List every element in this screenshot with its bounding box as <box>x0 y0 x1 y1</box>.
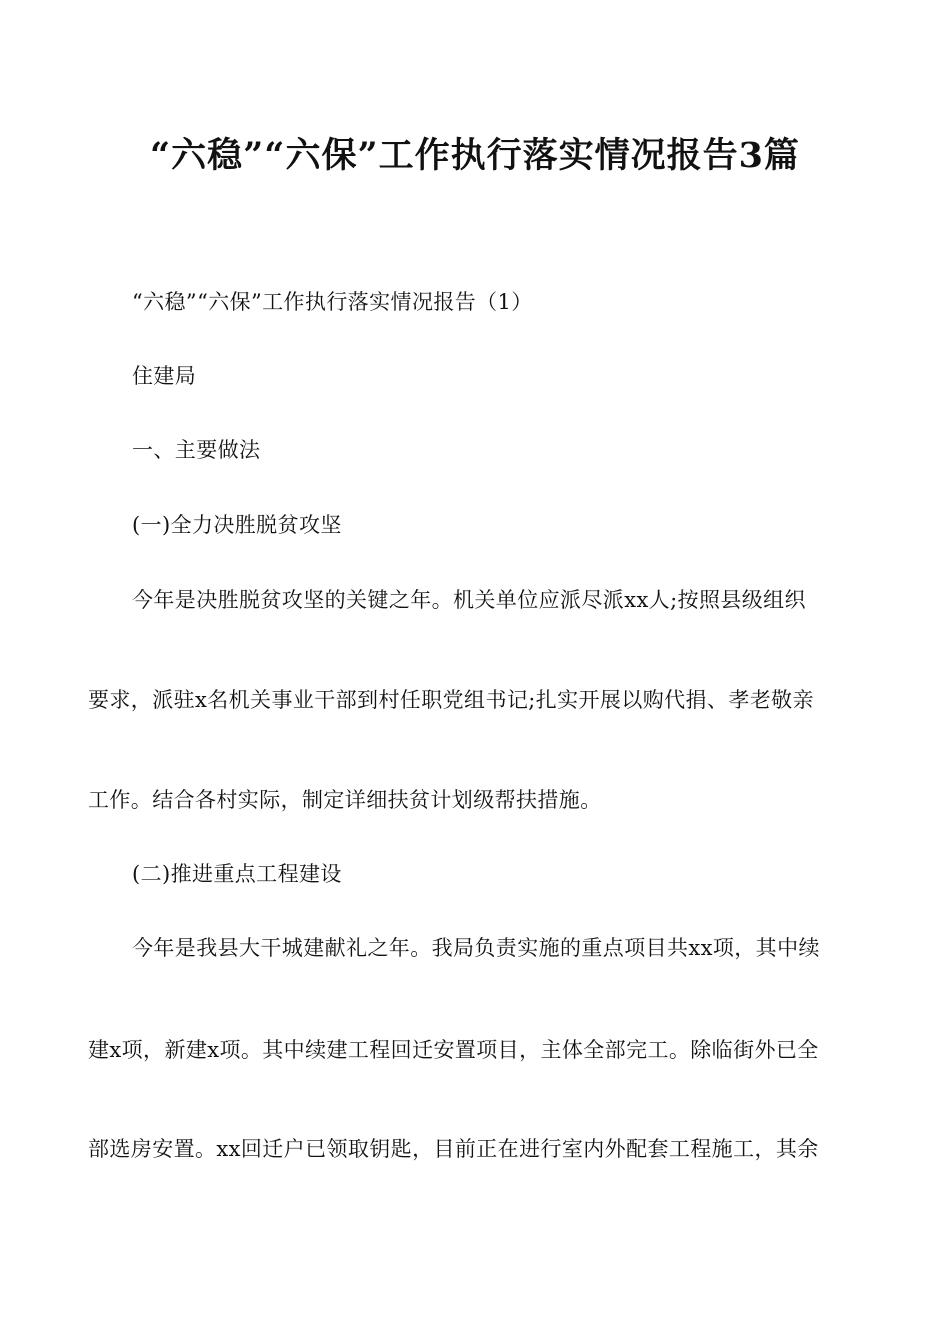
paragraph-line: 今年是决胜脱贫攻坚的关键之年。机关单位应派尽派xx人;按照县级组织 <box>132 588 806 612</box>
paragraph-line: 工作。结合各村实际，制定详细扶贫计划级帮扶措施。 <box>88 788 602 812</box>
section-heading: “六稳”“六保”工作执行落实情况报告（1） <box>132 290 533 314</box>
paragraph-line: 要求，派驻x名机关事业干部到村任职党组书记;扎实开展以购代捐、孝老敬亲 <box>88 688 814 712</box>
paragraph-line: 建x项，新建x项。其中续建工程回迁安置项目，主体全部完工。除临街外已全 <box>88 1038 819 1062</box>
paragraph-line: 部选房安置。xx回迁户已领取钥匙，目前正在进行室内外配套工程施工，其余 <box>88 1137 819 1161</box>
document-title: “六稳”“六保”工作执行落实情况报告3篇 <box>150 135 800 176</box>
subsection-heading: (一)全力决胜脱贫攻坚 <box>132 513 342 537</box>
section-heading: 一、主要做法 <box>132 438 261 462</box>
department-name: 住建局 <box>132 364 197 388</box>
paragraph-line: 今年是我县大干城建献礼之年。我局负责实施的重点项目共xx项，其中续 <box>132 936 820 960</box>
subsection-heading: (二)推进重点工程建设 <box>132 862 342 886</box>
